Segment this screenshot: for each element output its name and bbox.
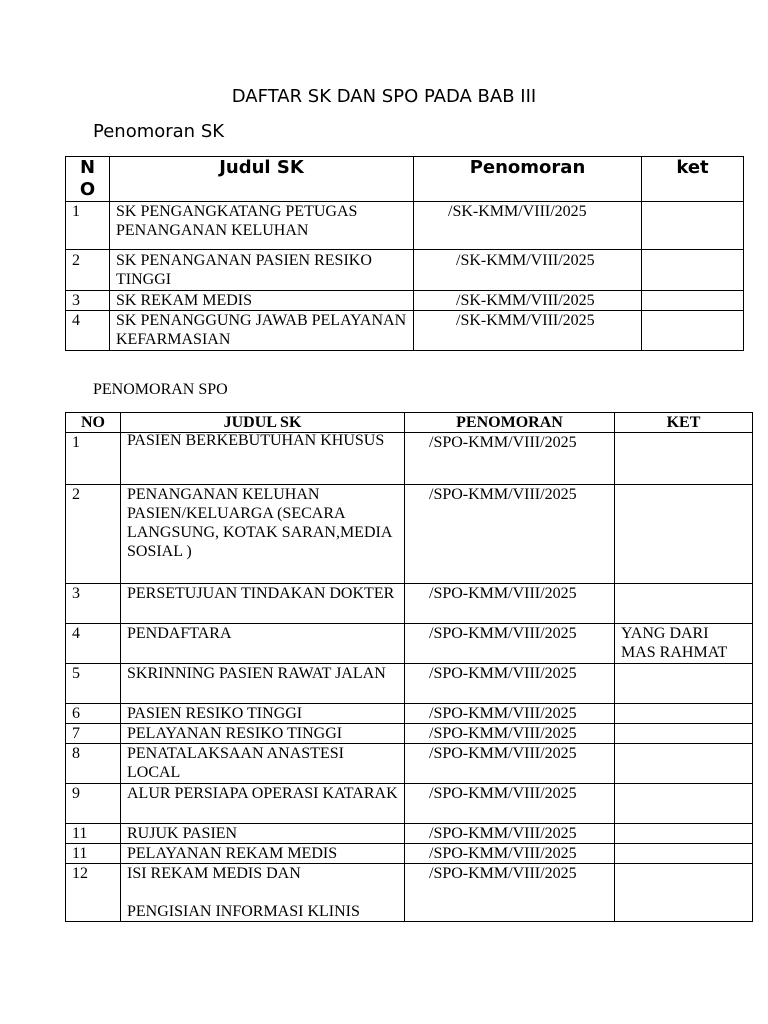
spo-cell-judul: PASIEN BERKEBUTUHAN KHUSUS [121, 433, 405, 485]
sk-cell-judul: SK REKAM MEDIS [110, 291, 414, 311]
spo-cell-judul: SKRINNING PASIEN RAWAT JALAN [121, 664, 405, 704]
spo-table [65, 412, 753, 922]
table-row [66, 311, 744, 351]
table-row [66, 844, 753, 864]
table-row [66, 724, 753, 744]
spo-section-heading: PENOMORAN SPO [93, 381, 228, 398]
sk-cell-ket [642, 250, 744, 291]
table-row [66, 485, 753, 584]
sk-col-ket-header: ket [642, 157, 744, 202]
spo-cell-no: 4 [66, 624, 121, 664]
spo-cell-penomoran: /SPO-KMM/VIII/2025 [405, 624, 615, 664]
spo-cell-judul: PELAYANAN RESIKO TINGGI [121, 724, 405, 744]
spo-cell-no: 3 [66, 584, 121, 624]
table-row [66, 433, 753, 485]
spo-cell-no: 9 [66, 784, 121, 824]
spo-cell-ket [615, 664, 753, 704]
spo-cell-judul: PASIEN RESIKO TINGGI [121, 704, 405, 724]
sk-section-heading: Penomoran SK [93, 121, 225, 142]
spo-cell-no: 7 [66, 724, 121, 744]
spo-cell-no: 12 [66, 864, 121, 922]
spo-cell-penomoran: /SPO-KMM/VIII/2025 [405, 744, 615, 784]
sk-col-no-header [66, 157, 110, 202]
sk-cell-no: 1 [66, 202, 110, 250]
spo-cell-judul: ISI REKAM MEDIS DAN PENGISIAN INFORMASI KLINIS [121, 864, 405, 922]
page-title: DAFTAR SK DAN SPO PADA BAB III [231, 86, 537, 107]
spo-col-ket-header: KET [615, 413, 753, 433]
spo-cell-no: 8 [66, 744, 121, 784]
spo-cell-ket [615, 864, 753, 922]
spo-cell-penomoran: /SPO-KMM/VIII/2025 [405, 864, 615, 922]
sk-col-no-line1: N [79, 157, 96, 178]
sk-table [65, 156, 744, 351]
spo-cell-penomoran: /SPO-KMM/VIII/2025 [405, 824, 615, 844]
spo-cell-no: 1 [66, 433, 121, 485]
sk-cell-no: 3 [66, 291, 110, 311]
spo-cell-ket [615, 844, 753, 864]
spo-cell-no: 11 [66, 824, 121, 844]
spo-cell-judul: ALUR PERSIAPA OPERASI KATARAK [121, 784, 405, 824]
spo-cell-penomoran: /SPO-KMM/VIII/2025 [405, 784, 615, 824]
sk-cell-penomoran: /SK-KMM/VIII/2025 [414, 202, 642, 250]
spo-cell-judul: RUJUK PASIEN [121, 824, 405, 844]
spo-cell-no: 11 [66, 844, 121, 864]
spo-cell-no: 6 [66, 704, 121, 724]
spo-cell-judul: PENANGANAN KELUHAN PASIEN/KELUARGA (SECARA LANGSUNG, KOTAK SARAN,MEDIA SOSIAL ) [121, 485, 405, 584]
spo-col-no-header: NO [66, 413, 121, 433]
spo-cell-ket [615, 584, 753, 624]
spo-cell-penomoran: /SPO-KMM/VIII/2025 [405, 724, 615, 744]
spo-cell-penomoran: /SPO-KMM/VIII/2025 [405, 485, 615, 584]
sk-cell-judul: SK PENGANGKATANG PETUGAS PENANGANAN KELUHAN [110, 202, 414, 250]
spo-cell-no: 2 [66, 485, 121, 584]
spo-cell-ket [615, 784, 753, 824]
spo-cell-judul: PELAYANAN REKAM MEDIS [121, 844, 405, 864]
spo-table-header-row [66, 413, 753, 433]
table-row [66, 202, 744, 250]
sk-cell-penomoran: /SK-KMM/VIII/2025 [414, 250, 642, 291]
table-row [66, 250, 744, 291]
sk-col-penomoran-header: Penomoran [414, 157, 642, 202]
spo-cell-penomoran: /SPO-KMM/VIII/2025 [405, 704, 615, 724]
spo-cell-judul: PENDAFTARA [121, 624, 405, 664]
spo-cell-ket [615, 433, 753, 485]
table-row [66, 824, 753, 844]
spo-cell-ket: YANG DARI MAS RAHMAT [615, 624, 753, 664]
spo-col-penomoran-header: PENOMORAN [405, 413, 615, 433]
table-row [66, 704, 753, 724]
spo-cell-ket [615, 744, 753, 784]
spo-cell-judul: PENATALAKSAAN ANASTESI LOCAL [121, 744, 405, 784]
table-row [66, 864, 753, 922]
sk-cell-penomoran: /SK-KMM/VIII/2025 [414, 291, 642, 311]
sk-cell-ket [642, 291, 744, 311]
sk-cell-judul: SK PENANGGUNG JAWAB PELAYANAN KEFARMASIAN [110, 311, 414, 351]
spo-cell-penomoran: /SPO-KMM/VIII/2025 [405, 844, 615, 864]
spo-col-judul-header: JUDUL SK [121, 413, 405, 433]
spo-cell-ket [615, 485, 753, 584]
spo-cell-ket [615, 824, 753, 844]
sk-cell-ket [642, 202, 744, 250]
table-row [66, 291, 744, 311]
sk-col-judul-header: Judul SK [110, 157, 414, 202]
sk-cell-ket [642, 311, 744, 351]
spo-cell-ket [615, 704, 753, 724]
table-row [66, 784, 753, 824]
table-row [66, 624, 753, 664]
spo-cell-penomoran: /SPO-KMM/VIII/2025 [405, 584, 615, 624]
spo-cell-judul: PERSETUJUAN TINDAKAN DOKTER [121, 584, 405, 624]
sk-table-header-row [66, 157, 744, 202]
sk-col-no-line2: O [79, 179, 96, 200]
sk-cell-no: 4 [66, 311, 110, 351]
spo-cell-penomoran: /SPO-KMM/VIII/2025 [405, 433, 615, 485]
spo-cell-no: 5 [66, 664, 121, 704]
table-row [66, 664, 753, 704]
table-row [66, 584, 753, 624]
sk-cell-judul: SK PENANGANAN PASIEN RESIKO TINGGI [110, 250, 414, 291]
sk-cell-no: 2 [66, 250, 110, 291]
sk-cell-penomoran: /SK-KMM/VIII/2025 [414, 311, 642, 351]
table-row [66, 744, 753, 784]
spo-cell-ket [615, 724, 753, 744]
spo-cell-penomoran: /SPO-KMM/VIII/2025 [405, 664, 615, 704]
